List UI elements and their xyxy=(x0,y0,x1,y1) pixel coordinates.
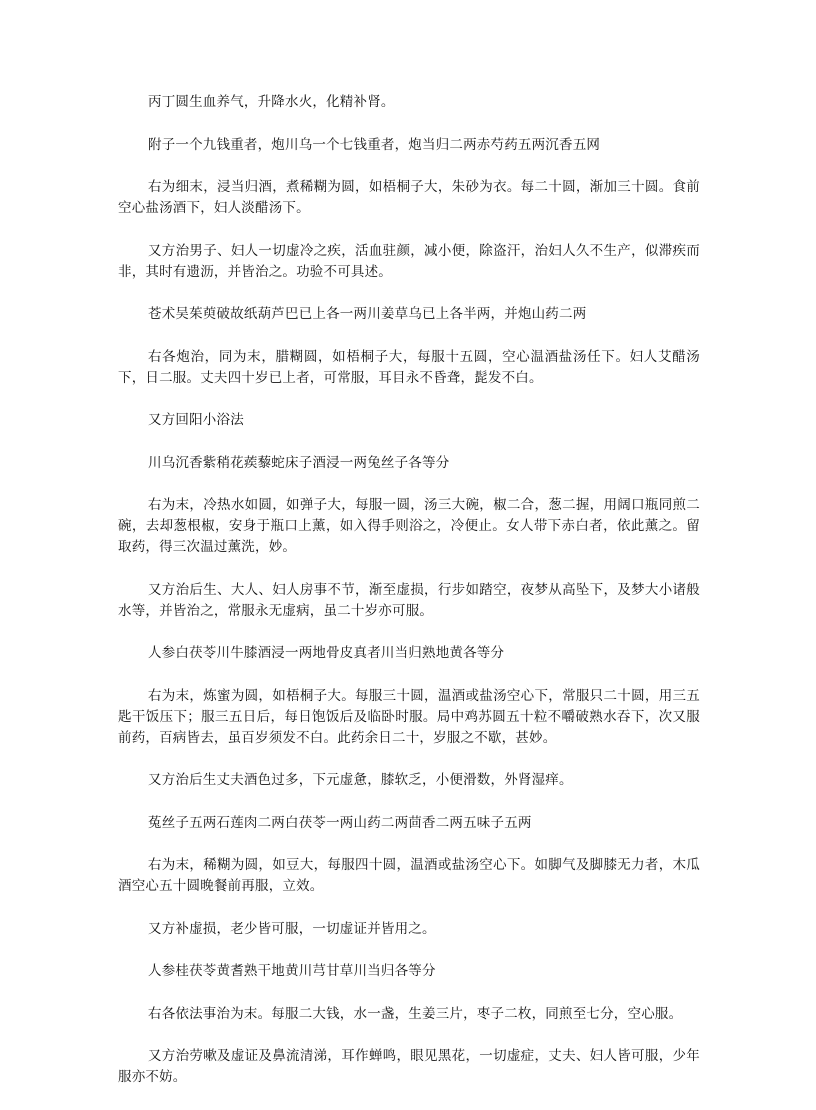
paragraph: 又方补虚损，老少皆可服，一切虚证并皆用之。 xyxy=(148,920,436,937)
paragraph: 右为末，炼蜜为圆，如梧桐子大。每服三十圆，温酒或盐汤空心下，常服只二十圆，用三五匙干饭压下；服三五日后，每日饱饭后及临卧时服。局中鸡苏圆五十粒不嚼破熟水吞下，次又服前药，百病皆去，虽百岁须发不白。此药余日二十，岁服之不歇，甚妙。 xyxy=(118,687,700,746)
paragraph: 右为末，稀糊为圆，如豆大，每服四十圆，温酒或盐汤空心下。如脚气及脚膝无力者，木瓜酒空心五十圆晚餐前再服，立效。 xyxy=(118,857,700,894)
paragraph: 右各炮治，同为末，腊糊圆，如梧桐子大，每服十五圆，空心温酒盐汤任下。妇人艾醋汤下，日二服。丈夫四十岁已上者，可常服，耳目永不昏聋，髭发不白。 xyxy=(118,348,700,386)
paragraph: 右为细末，浸当归酒，煮稀糊为圆，如梧桐子大，朱砂为衣。每二十圆，渐加三十圆。食前空心盐汤酒下，妇人淡醋汤下。 xyxy=(118,179,700,216)
paragraph: 苍术吴茱萸破故纸葫芦巴已上各一两川姜草乌已上各半两，并炮山药二两 xyxy=(148,306,587,322)
paragraph: 菟丝子五两石莲肉二两白茯苓一两山药二两茴香二两五味子五两 xyxy=(148,814,532,831)
paragraph: 人参白茯苓川牛膝酒浸一两地骨皮真者川当归熟地黄各等分 xyxy=(148,645,505,661)
paragraph: 川乌沉香紫稍花蒺藜蛇床子酒浸一两兔丝子各等分 xyxy=(148,454,450,471)
paragraph: 人参桂茯苓黄耆熟干地黄川芎甘草川当归各等分 xyxy=(148,963,436,979)
paragraph: 右为末，冷热水如圆，如弹子大，每服一圆，汤三大碗，椒二合，葱二握，用阔口瓶同煎二碗，去却葱根椒，安身于瓶口上薰，如入得手则浴之，冷便止。女人带下赤白者，依此薰之。留取药，得三次温过薰洗，妙。 xyxy=(118,497,700,555)
paragraph: 又方治后生丈夫酒色过多，下元虚惫，膝软乏，小便滑数，外肾湿痒。 xyxy=(148,772,573,788)
paragraph: 又方治男子、妇人一切虚冷之疾，活血驻颜，减小便，除盗汗，治妇人久不生产，似滞疾而非，其时有遗沥，并皆治之。功验不可具述。 xyxy=(118,242,700,280)
paragraph: 丙丁圆生血养气，升降水火，化精补肾。 xyxy=(148,94,395,110)
paragraph: 又方治劳嗽及虚证及鼻流清涕，耳作蝉鸣，眼见黑花，一切虚症，丈夫、妇人皆可服，少年服亦不妨。 xyxy=(118,1048,700,1085)
paragraph: 附子一个九钱重者，炮川乌一个七钱重者，炮当归二两赤芍药五两沉香五网 xyxy=(148,136,601,153)
document-page xyxy=(118,92,700,1110)
paragraph: 又方回阳小浴法 xyxy=(148,412,244,428)
paragraph: 又方治后生、大人、妇人房事不节，渐至虚损，行步如踏空，夜梦从高坠下，及梦大小诸般水等，并皆治之，常服永无虚病，虽二十岁亦可服。 xyxy=(118,581,700,619)
paragraph: 右各依法事治为末。每服二大钱，水一盏，生姜三片，枣子二枚，同煎至七分，空心服。 xyxy=(148,1005,683,1022)
